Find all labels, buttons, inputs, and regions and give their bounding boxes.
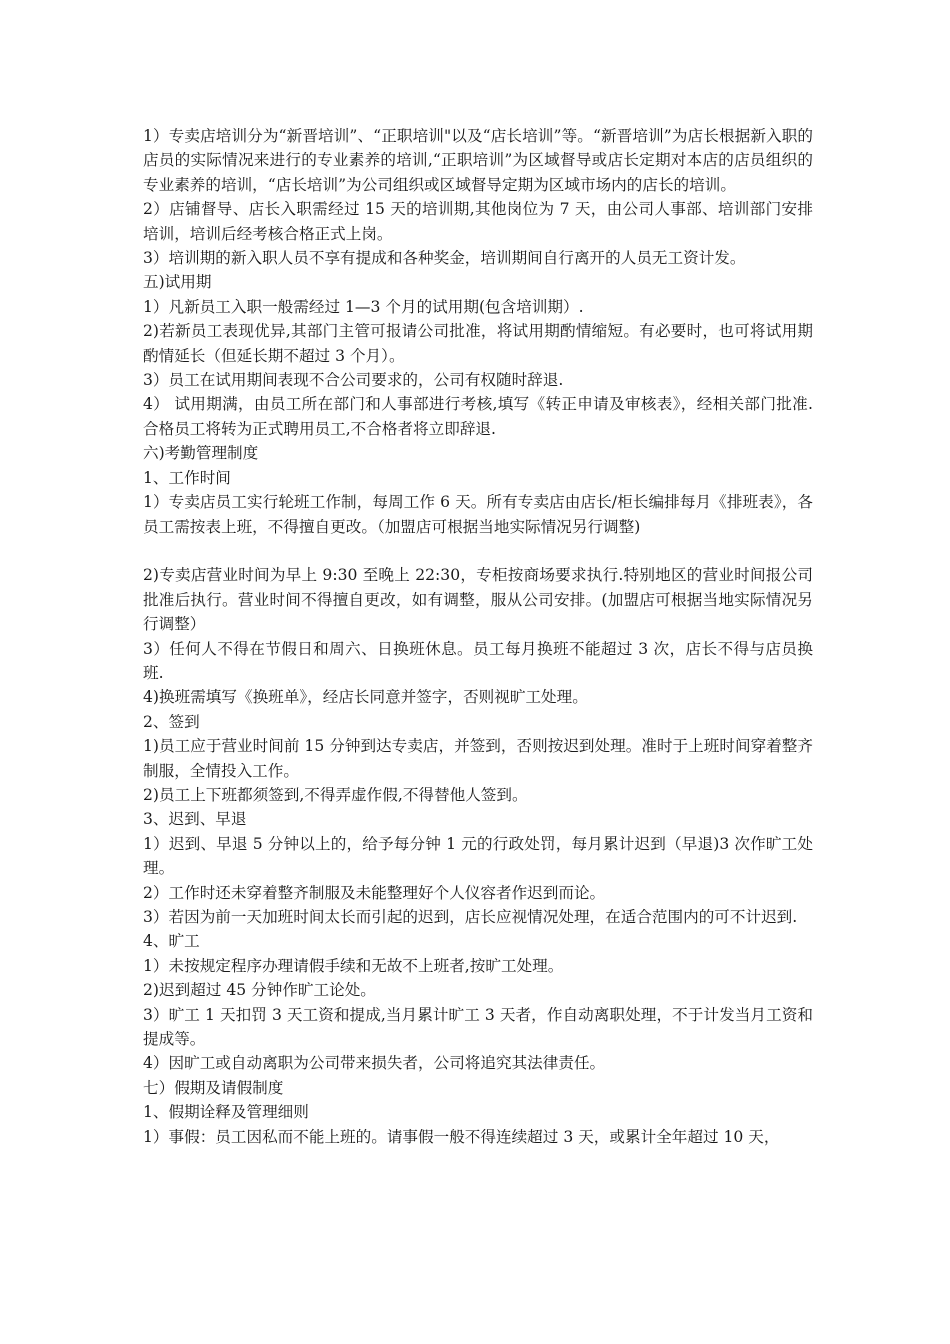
paragraph: 2)迟到超过 45 分钟作旷工论处。 [143, 981, 376, 1000]
paragraph: 4)换班需填写《换班单》，经店长同意并签字，否则视旷工处理。 [143, 688, 588, 707]
paragraph: 2)专卖店营业时间为早上 9:30 至晚上 22:30，专柜按商场要求执行.特别地区的营业时间报公司批准后执行。营业时间不得擅自更改，如有调整，服从公司安排。(加盟店可根据当地实际情况另行调整） [143, 566, 813, 634]
paragraph: 1）未按规定程序办理请假手续和无故不上班者,按旷工处理。 [143, 956, 564, 975]
paragraph: 1）事假：员工因私而不能上班的。请事假一般不得连续超过 3 天，或累计全年超过 10 天， [143, 1127, 780, 1146]
paragraph: 4）因旷工或自动离职为公司带来损失者，公司将追究其法律责任。 [143, 1054, 606, 1073]
subsection-heading: 1、工作时间 [143, 468, 231, 487]
paragraph: 3）员工在试用期间表现不合公司要求的，公司有权随时辞退. [143, 371, 564, 390]
subsection-heading: 1、假期诠释及管理细则 [143, 1103, 309, 1122]
section-heading: 七）假期及请假制度 [143, 1078, 284, 1097]
paragraph: 1)员工应于营业时间前 15 分钟到达专卖店，并签到，否则按迟到处理。准时于上班时间穿着整齐制服，全情投入工作。 [143, 737, 813, 780]
paragraph: 2)若新员工表现优异,其部门主管可报请公司批准，将试用期酌情缩短。有必要时，也可将试用期酌情延长（但延长期不超过 3 个月）。 [143, 322, 813, 365]
paragraph: 3）任何人不得在节假日和周六、日换班休息。员工每月换班不能超过 3 次，店长不得与店员换班. [143, 639, 813, 682]
paragraph: 4） 试用期满，由员工所在部门和人事部进行考核,填写《转正申请及审核表》，经相关部门批准.合格员工将转为正式聘用员工,不合格者将立即辞退. [143, 395, 813, 438]
subsection-heading: 2、签到 [143, 712, 200, 731]
paragraph: 1）专卖店培训分为“新晋培训”、“正职培训"以及“店长培训”等。“新晋培训”为店长根据新入职的店员的实际情况来进行的专业素养的培训,“正职培训”为区域督导或店长定期对本店的店员组织的专业素养的培训，“店长培训”为公司组织或区域督导定期为区域市场内的店长的培训。 [143, 127, 813, 194]
document-body [143, 124, 813, 1149]
paragraph: 2）工作时还未穿着整齐制服及未能整理好个人仪容者作迟到而论。 [143, 883, 606, 902]
subsection-heading: 3、迟到、早退 [143, 810, 247, 829]
paragraph: 1）专卖店员工实行轮班工作制，每周工作 6 天。所有专卖店由店长/柜长编排每月《排班表》，各员工需按表上班，不得擅自更改。（加盟店可根据当地实际情况另行调整) [143, 493, 813, 536]
paragraph: 1）凡新员工入职一般需经过 1—3 个月的试用期(包含培训期）. [143, 297, 584, 316]
paragraph: 1）迟到、早退 5 分钟以上的，给予每分钟 1 元的行政处罚，每月累计迟到（早退)3 次作旷工处理。 [143, 834, 813, 878]
paragraph: 2)员工上下班都须签到,不得弄虚作假,不得替他人签到。 [143, 785, 528, 804]
paragraph: 2）店铺督导、店长入职需经过 15 天的培训期,其他岗位为 7 天，由公司人事部、培训部门安排培训，培训后经考核合格正式上岗。 [143, 200, 813, 243]
paragraph: 3）旷工 1 天扣罚 3 天工资和提成,当月累计旷工 3 天者，作自动离职处理，不于计发当月工资和提成等。 [143, 1005, 813, 1049]
section-heading: 五)试用期 [143, 273, 212, 292]
subsection-heading: 4、旷工 [143, 932, 200, 951]
paragraph: 3）若因为前一天加班时间太长而引起的迟到，店长应视情况处理，在适合范围内的可不计迟到. [143, 907, 798, 926]
section-heading: 六)考勤管理制度 [143, 444, 259, 463]
paragraph: 3）培训期的新入职人员不享有提成和各种奖金，培训期间自行离开的人员无工资计发。 [143, 249, 746, 268]
